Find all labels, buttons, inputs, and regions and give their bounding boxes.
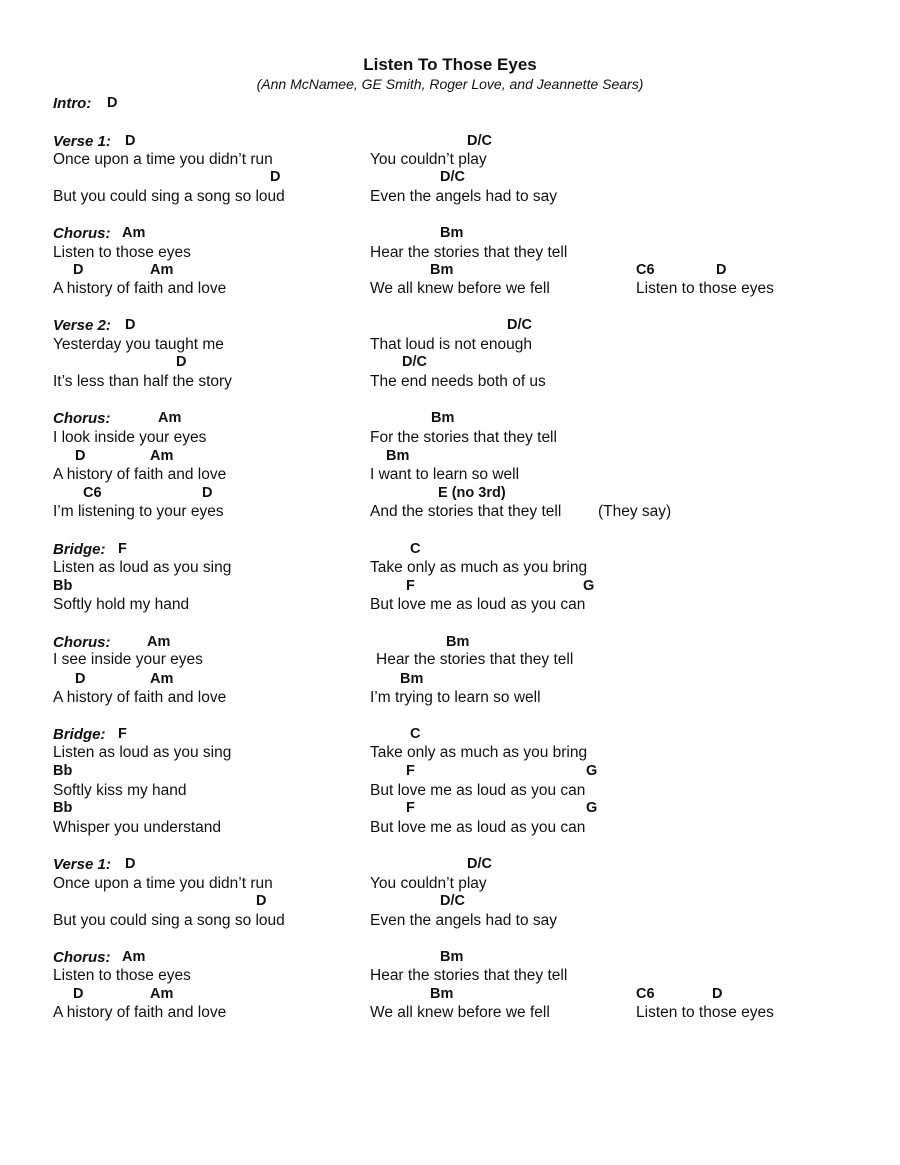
lyric-line: I see inside your eyes — [53, 651, 203, 668]
chord-symbol: C6 — [83, 485, 102, 501]
lyric-line: (They say) — [598, 503, 672, 520]
section-label: Bridge: — [53, 541, 106, 558]
lyric-line: That loud is not enough — [370, 336, 533, 353]
lyric-line: Softly kiss my hand — [53, 782, 187, 799]
chord-symbol: Bm — [430, 986, 454, 1002]
section-label: Chorus: — [53, 949, 111, 966]
lyric-line: Take only as much as you bring — [370, 559, 588, 576]
lyric-line: We all knew before we fell — [370, 280, 550, 297]
chord-symbol: D — [107, 95, 118, 111]
chord-symbol: F — [406, 578, 415, 594]
chord-symbol: D/C — [440, 169, 465, 185]
chord-symbol: D — [73, 262, 84, 278]
chord-symbol: C — [410, 541, 421, 557]
section-label: Chorus: — [53, 410, 111, 427]
chord-symbol: C6 — [636, 262, 655, 278]
lyric-line: A history of faith and love — [53, 466, 227, 483]
chord-symbol: C6 — [636, 986, 655, 1002]
lyric-line: You couldn’t play — [370, 875, 487, 892]
lyric-line: Whisper you understand — [53, 819, 222, 836]
chord-symbol: Bm — [431, 410, 455, 426]
chord-symbol: C — [410, 726, 421, 742]
chord-symbol: G — [586, 800, 598, 816]
chord-symbol: F — [118, 726, 127, 742]
lyric-line: A history of faith and love — [53, 1004, 227, 1021]
chord-symbol: D — [125, 133, 136, 149]
lyric-line: A history of faith and love — [53, 280, 227, 297]
section-label: Verse 1: — [53, 133, 111, 150]
lyric-line: Hear the stories that they tell — [370, 967, 568, 984]
chord-symbol: Am — [147, 634, 171, 650]
lyric-line: Listen as loud as you sing — [53, 744, 232, 761]
chord-symbol: Am — [122, 949, 146, 965]
chord-symbol: Bm — [446, 634, 470, 650]
lyric-line: But love me as loud as you can — [370, 782, 586, 799]
chord-symbol: D — [716, 262, 727, 278]
chord-symbol: G — [586, 763, 598, 779]
lyric-line: I’m listening to your eyes — [53, 503, 224, 520]
lyric-line: The end needs both of us — [370, 373, 546, 390]
lyric-line: Hear the stories that they tell — [376, 651, 574, 668]
lyric-line: For the stories that they tell — [370, 429, 557, 446]
chord-symbol: F — [118, 541, 127, 557]
chord-symbol: D/C — [402, 354, 427, 370]
section-label: Chorus: — [53, 225, 111, 242]
songwriter-credits: (Ann McNamee, GE Smith, Roger Love, and Jeannette Sears) — [256, 76, 644, 92]
chord-symbol: Bm — [386, 448, 410, 464]
lyric-line: Listen as loud as you sing — [53, 559, 232, 576]
chord-symbol: D — [176, 354, 187, 370]
lyric-line: Softly hold my hand — [53, 596, 190, 613]
lyric-line: I want to learn so well — [370, 466, 520, 483]
lyric-line: We all knew before we fell — [370, 1004, 550, 1021]
chord-symbol: G — [583, 578, 595, 594]
lyric-line: Take only as much as you bring — [370, 744, 588, 761]
chord-symbol: Bm — [430, 262, 454, 278]
chord-symbol: Am — [158, 410, 182, 426]
lyric-line: A history of faith and love — [53, 689, 227, 706]
section-label: Chorus: — [53, 634, 111, 651]
chord-symbol: D/C — [507, 317, 532, 333]
chord-symbol: Am — [150, 986, 174, 1002]
chord-symbol: Bb — [53, 578, 73, 594]
chord-symbol: D/C — [440, 893, 465, 909]
chord-symbol: Am — [150, 671, 174, 687]
chord-symbol: D — [270, 169, 281, 185]
lyric-line: Listen to those eyes — [636, 1004, 774, 1021]
section-label: Verse 1: — [53, 856, 111, 873]
lyric-line: But love me as loud as you can — [370, 819, 586, 836]
chord-symbol: Am — [150, 448, 174, 464]
lyric-line: I’m trying to learn so well — [370, 689, 541, 706]
lyric-line: Listen to those eyes — [636, 280, 774, 297]
chord-symbol: D — [125, 856, 136, 872]
chord-symbol: E (no 3rd) — [438, 485, 506, 501]
lyric-line: Once upon a time you didn’t run — [53, 875, 273, 892]
chord-symbol: D — [256, 893, 267, 909]
chord-symbol: D — [73, 986, 84, 1002]
lyric-line: Even the angels had to say — [370, 912, 557, 929]
chord-symbol: D/C — [467, 133, 492, 149]
lyric-line: Once upon a time you didn’t run — [53, 151, 273, 168]
chord-symbol: Am — [122, 225, 146, 241]
lyric-line: It’s less than half the story — [53, 373, 232, 390]
chord-symbol: D — [202, 485, 213, 501]
lyric-line: Yesterday you taught me — [53, 336, 224, 353]
lyric-line: I look inside your eyes — [53, 429, 207, 446]
song-title: Listen To Those Eyes — [363, 55, 537, 74]
chord-symbol: Bb — [53, 763, 73, 779]
section-label: Bridge: — [53, 726, 106, 743]
chord-symbol: D — [125, 317, 136, 333]
lyric-line: Listen to those eyes — [53, 244, 191, 261]
chord-symbol: D — [712, 986, 723, 1002]
lyric-line: Hear the stories that they tell — [370, 244, 568, 261]
chord-symbol: F — [406, 763, 415, 779]
section-label: Verse 2: — [53, 317, 111, 334]
lyric-line: But you could sing a song so loud — [53, 188, 285, 205]
chord-symbol: Am — [150, 262, 174, 278]
chord-symbol: F — [406, 800, 415, 816]
chord-symbol: Bm — [400, 671, 424, 687]
lyric-line: Even the angels had to say — [370, 188, 557, 205]
chord-symbol: Bm — [440, 225, 464, 241]
chord-symbol: D/C — [467, 856, 492, 872]
chord-symbol: Bb — [53, 800, 73, 816]
chord-symbol: D — [75, 671, 86, 687]
lyric-line: Listen to those eyes — [53, 967, 191, 984]
chord-symbol: Bm — [440, 949, 464, 965]
section-label: Intro: — [53, 95, 92, 112]
lyric-line: And the stories that they tell — [370, 503, 562, 520]
lyric-line: But you could sing a song so loud — [53, 912, 285, 929]
chord-symbol: D — [75, 448, 86, 464]
lyric-line: But love me as loud as you can — [370, 596, 586, 613]
lyric-line: You couldn’t play — [370, 151, 487, 168]
